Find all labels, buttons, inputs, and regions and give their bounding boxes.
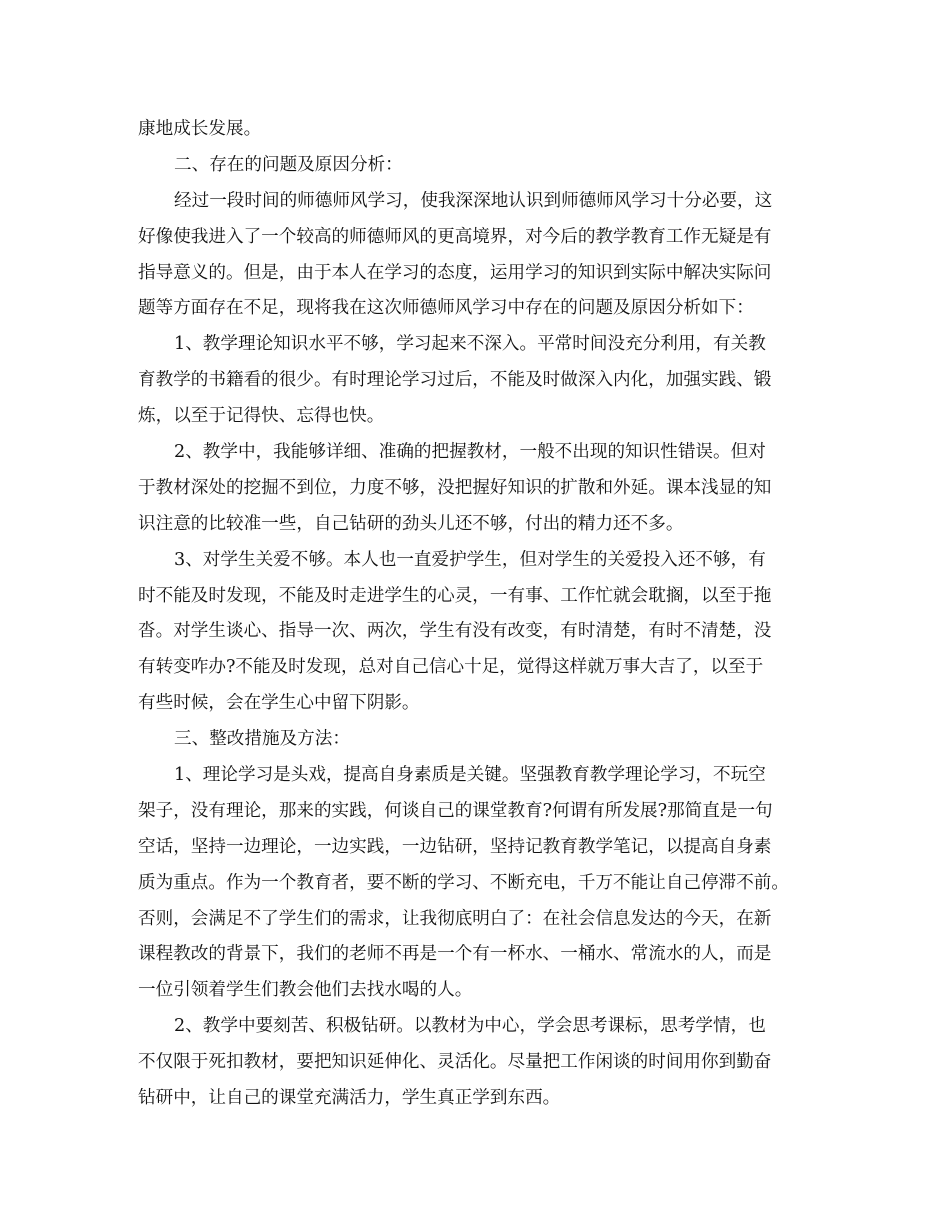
text-line: 空话，坚持一边理论，一边实践，一边钻研，坚持记教育教学笔记，以提高自身素 [138, 836, 772, 857]
text-line: 质为重点。作为一个教育者，要不断的学习、不断充电，千万不能让自己停滞不前。 [138, 872, 789, 893]
text-line: 架子，没有理论，那来的实践，何谈自己的课堂教育?何谓有所发展?那简直是一句 [138, 800, 773, 821]
text-line: 1、教学理论知识水平不够，学习起来不深入。平常时间没充分利用，有关教 [174, 334, 766, 355]
text-line: 沓。对学生谈心、指导一次、两次，学生有没有改变，有时清楚，有时不清楚，没 [138, 621, 772, 642]
text-line: 炼，以至于记得快、忘得也快。 [138, 406, 385, 427]
document-body [138, 112, 814, 1117]
text-line: 育教学的书籍看的很少。有时理论学习过后，不能及时做深入内化，加强实践、锻 [138, 370, 772, 391]
text-line: 有转变咋办?不能及时发现，总对自己信心十足，觉得这样就万事大吉了，以至于 [138, 657, 764, 678]
text-line: 1、理论学习是头戏，提高自身素质是关键。坚强教育教学理论学习，不玩空 [174, 765, 766, 786]
text-line: 否则，会满足不了学生们的需求，让我彻底明白了：在社会信息发达的今天，在新 [138, 908, 772, 929]
text-line: 课程教改的背景下，我们的老师不再是一个有一杯水、一桶水、常流水的人，而是 [138, 944, 772, 965]
text-line: 经过一段时间的师德师风学习，使我深深地认识到师德师风学习十分必要，这 [174, 190, 773, 211]
text-line: 有些时候，会在学生心中留下阴影。 [138, 693, 420, 714]
text-line: 识注意的比较准一些，自己钻研的劲头儿还不够，付出的精力还不多。 [138, 513, 684, 534]
text-line: 三、整改措施及方法： [174, 729, 350, 750]
text-line: 2、教学中要刻苦、积极钻研。以教材为中心，学会思考课标，思考学情，也 [174, 1016, 766, 1037]
text-line: 时不能及时发现，不能及时走进学生的心灵，一有事、工作忙就会耽搁，以至于拖 [138, 585, 772, 606]
text-line: 于教材深处的挖掘不到位，力度不够，没把握好知识的扩散和外延。课本浅显的知 [138, 477, 772, 498]
text-line: 不仅限于死扣教材，要把知识延伸化、灵活化。尽量把工作闲谈的时间用你到勤奋 [138, 1052, 772, 1073]
text-line: 康地成长发展。 [138, 119, 262, 139]
text-line: 指导意义的。但是，由于本人在学习的态度，运用学习的知识到实际中解决实际问 [138, 262, 772, 283]
text-line: 二、存在的问题及原因分析： [174, 154, 403, 175]
text-line: 好像使我进入了一个较高的师德师风的更高境界，对今后的教学教育工作无疑是有 [138, 226, 772, 247]
text-line: 2、教学中，我能够详细、准确的把握教材，一般不出现的知识性错误。但对 [174, 442, 766, 463]
text-line: 3、对学生关爱不够。本人也一直爱护学生，但对学生的关爱投入还不够，有 [174, 549, 766, 570]
text-line: 题等方面存在不足，现将我在这次师德师风学习中存在的问题及原因分析如下： [138, 298, 754, 319]
text-line: 一位引领着学生们教会他们去找水喝的人。 [138, 980, 473, 1001]
text-line: 钻研中，让自己的课堂充满活力，学生真正学到东西。 [138, 1088, 561, 1109]
